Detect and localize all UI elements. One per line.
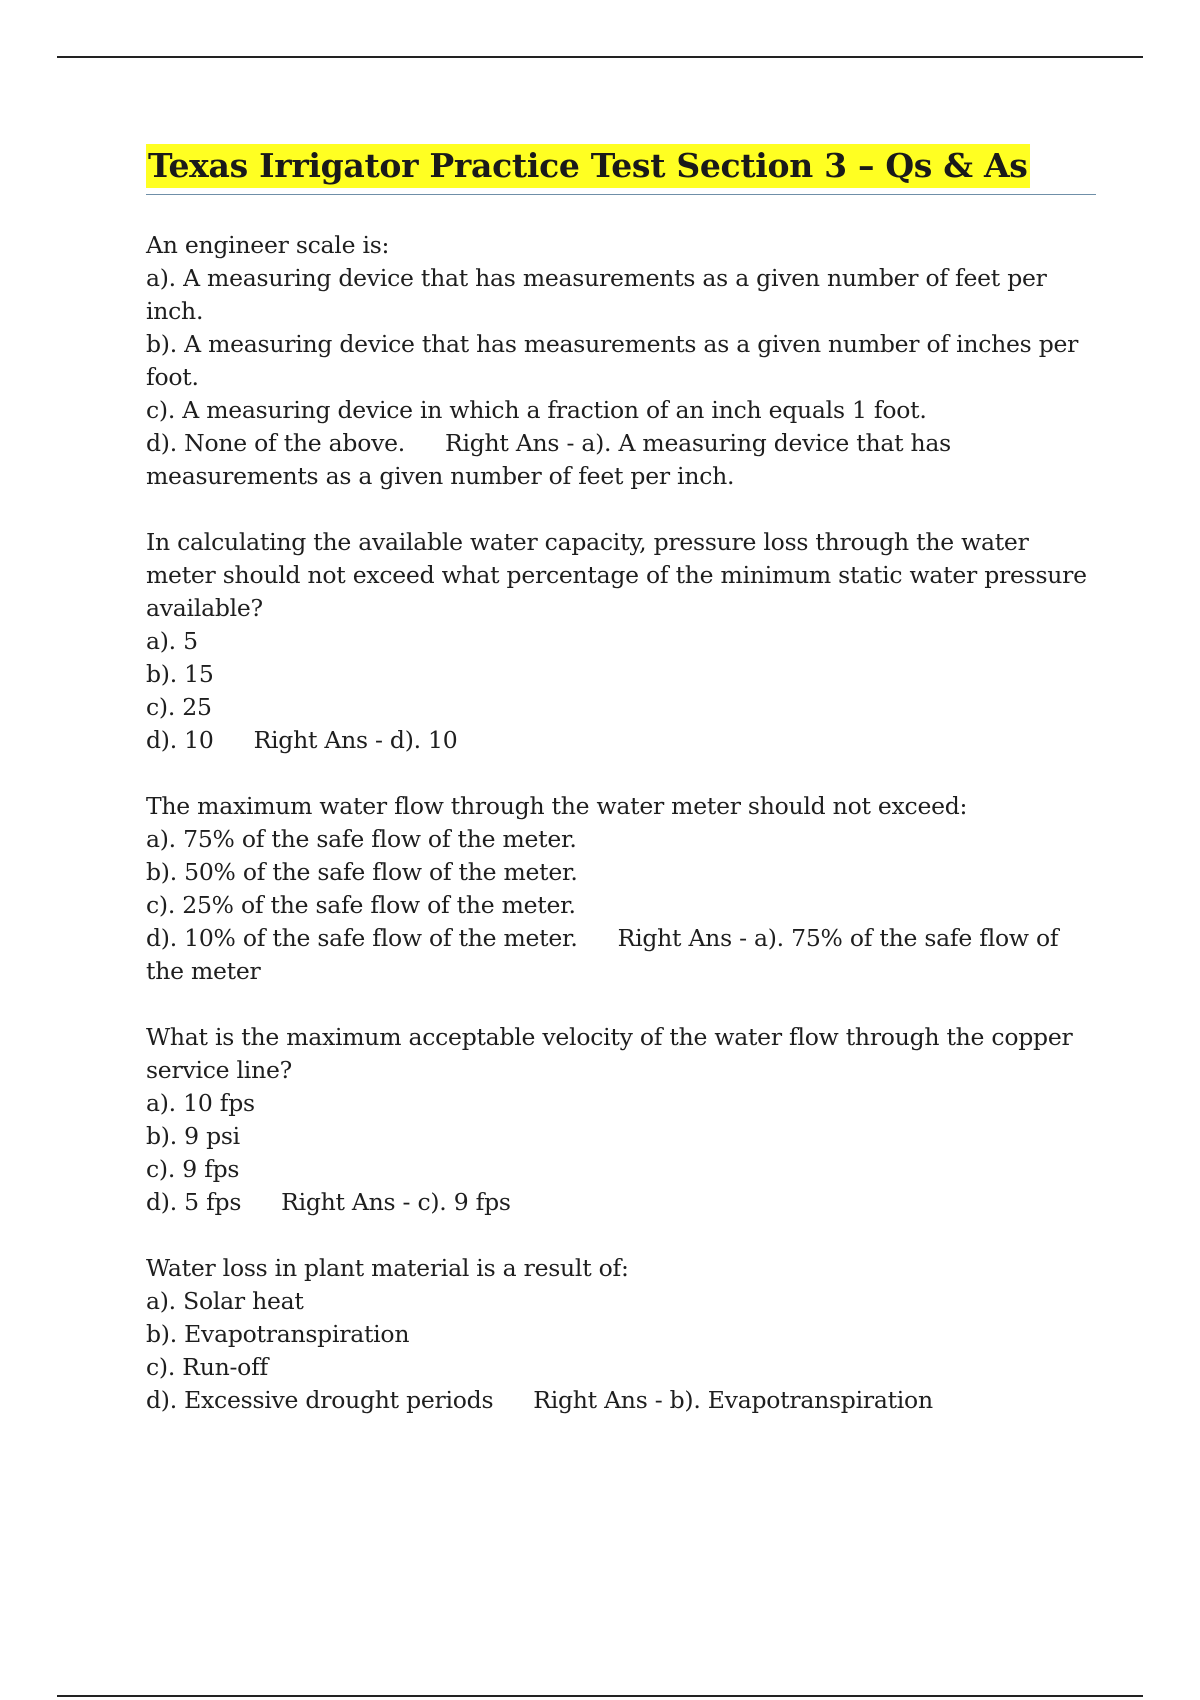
option-a: a). A measuring device that has measurements as a given number of feet per inch. xyxy=(146,264,1047,325)
option-a: a). 5 xyxy=(146,627,198,655)
option-d: d). 10% of the safe flow of the meter. xyxy=(146,924,578,952)
title-block xyxy=(146,144,1096,195)
question-block-5 xyxy=(146,1252,1096,1417)
option-b: b). 9 psi xyxy=(146,1122,240,1150)
option-b: b). Evapotranspiration xyxy=(146,1320,410,1348)
right-answer: Right Ans - d). 10 xyxy=(253,726,458,754)
option-a: a). Solar heat xyxy=(146,1287,304,1315)
right-answer: Right Ans - b). Evapotranspiration xyxy=(533,1386,933,1414)
header-rule xyxy=(57,56,1143,58)
question-text: The maximum water flow through the water meter should not exceed: xyxy=(146,792,968,820)
right-answer: Right Ans - a). 75% of the safe flow of the meter xyxy=(146,924,1059,985)
option-b: b). 50% of the safe flow of the meter. xyxy=(146,858,578,886)
question-text: What is the maximum acceptable velocity of the water flow through the copper service line? xyxy=(146,1023,1073,1084)
option-d: d). Excessive drought periods xyxy=(146,1386,494,1414)
option-a: a). 75% of the safe flow of the meter. xyxy=(146,825,577,853)
question-block-4 xyxy=(146,1021,1096,1219)
question-text: Water loss in plant material is a result of: xyxy=(146,1254,629,1282)
option-a: a). 10 fps xyxy=(146,1089,255,1117)
option-b: b). 15 xyxy=(146,660,214,688)
option-c: c). Run-off xyxy=(146,1353,268,1381)
option-d: d). None of the above. xyxy=(146,429,406,457)
document-body xyxy=(146,144,1096,1450)
right-answer: Right Ans - a). A measuring device that has measurements as a given number of feet per inch. xyxy=(146,429,951,490)
option-b: b). A measuring device that has measurements as a given number of inches per foot. xyxy=(146,330,1079,391)
option-c: c). 9 fps xyxy=(146,1155,240,1183)
question-text: An engineer scale is: xyxy=(146,231,390,259)
question-block-1 xyxy=(146,229,1096,493)
page-title: Texas Irrigator Practice Test Section 3 – Qs & As xyxy=(146,144,1030,188)
question-block-3 xyxy=(146,790,1096,988)
footer-rule xyxy=(57,1695,1143,1697)
option-c: c). A measuring device in which a fraction of an inch equals 1 foot. xyxy=(146,396,927,424)
option-c: c). 25 xyxy=(146,693,212,721)
option-d: d). 10 xyxy=(146,726,214,754)
option-c: c). 25% of the safe flow of the meter. xyxy=(146,891,576,919)
option-d: d). 5 fps xyxy=(146,1188,242,1216)
right-answer: Right Ans - c). 9 fps xyxy=(281,1188,511,1216)
question-block-2 xyxy=(146,526,1096,757)
question-text: In calculating the available water capacity, pressure loss through the water meter should not exceed what percentage of the minimum static water pressure available? xyxy=(146,528,1087,622)
